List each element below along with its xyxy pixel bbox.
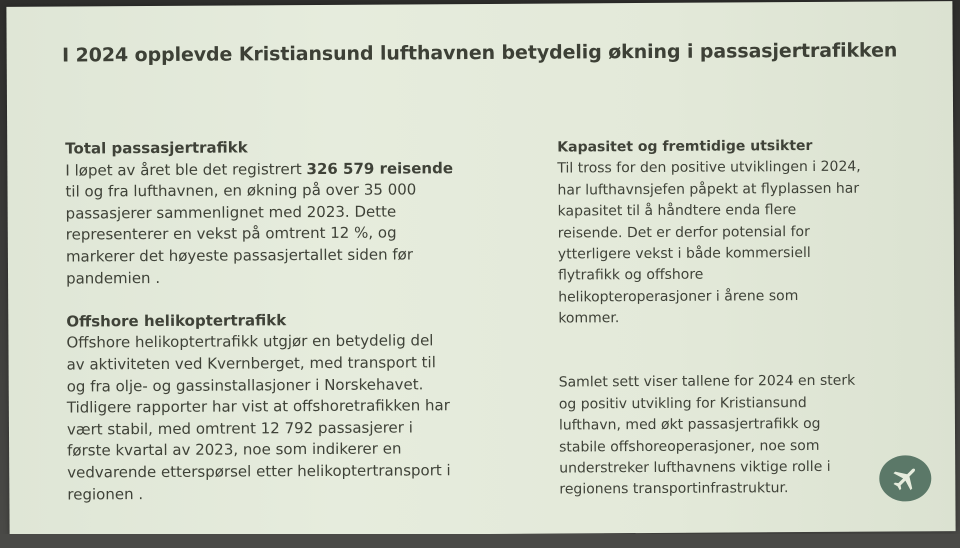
text-line: kommer. xyxy=(558,310,620,327)
paragraph-offshore xyxy=(66,330,467,505)
text-line: første kvartal av 2023, noe som indikerer en xyxy=(67,439,402,460)
text-line: flytrafikk og offshore xyxy=(557,267,704,284)
text-line: har lufthavnsjefen påpekt at flyplassen har xyxy=(557,180,860,199)
text-segment: I løpet av året ble det registrert xyxy=(65,159,307,180)
screen-bottom-edge xyxy=(0,534,960,548)
text-line: lufthavn, med økt passasjertrafikk og xyxy=(558,416,821,434)
text-line: helikopteroperasjoner i årene som xyxy=(558,287,799,306)
text-line: til og fra lufthavnen, en økning på over 35 000 xyxy=(65,180,417,201)
text-line: ytterligere vekst i både kommersiell xyxy=(557,245,811,263)
text-line: understreker lufthavnens viktige rolle i xyxy=(559,458,831,477)
text-line: stabile offshoreoperasjoner, noe som xyxy=(559,437,820,456)
text-line: og positiv utvikling for Kristiansund xyxy=(558,394,807,413)
left-column xyxy=(65,136,467,506)
text-line: markerer det høyeste passasjertallet siden før xyxy=(65,245,414,266)
text-line: vedvarende etterspørsel etter helikoptertransport i xyxy=(67,461,451,482)
spacer xyxy=(558,328,888,351)
section-heading-total-traffic: Total passasjertrafikk xyxy=(65,138,248,158)
slide-title: I 2024 opplevde Kristiansund lufthavnen betydelig økning i passasjertrafikken xyxy=(62,39,898,67)
text-line: Samlet sett viser tallene for 2024 en sterk xyxy=(558,373,856,391)
text-line: reisende. Det er derfor potensial for xyxy=(557,223,810,242)
paragraph-summary xyxy=(559,371,890,501)
right-column xyxy=(557,136,889,502)
paragraph-capacity xyxy=(557,157,888,330)
airplane-icon xyxy=(889,462,921,494)
highlight-passenger-count: 326 579 reisende xyxy=(306,158,454,178)
text-line: Tidligere rapporter har vist at offshoretrafikken har xyxy=(66,396,450,417)
text-line: og fra olje- og gassinstallasjoner i Norskehavet. xyxy=(66,374,424,396)
text-line: Offshore helikoptertrafikk utgjør en betydelig del xyxy=(66,331,434,352)
text-line: pandemien . xyxy=(65,268,161,288)
text-line: av aktiviteten ved Kvernberget, med transport til xyxy=(66,353,436,374)
text-line: regionen . xyxy=(67,484,144,504)
text-line: passasjerer sammenlignet med 2023. Dette xyxy=(65,202,397,223)
airplane-badge xyxy=(879,455,931,501)
text-line: representerer en vekst på omtrent 12 %, og xyxy=(65,223,397,244)
section-heading-offshore: Offshore helikoptertrafikk xyxy=(66,310,287,331)
paragraph-total-traffic xyxy=(65,158,466,290)
spacer xyxy=(66,287,466,311)
spacer xyxy=(559,350,889,373)
text-line: regionens transportinfrastruktur. xyxy=(559,480,789,498)
text-line: kapasitet til å håndtere enda flere xyxy=(557,202,797,220)
section-heading-capacity: Kapasitet og fremtidige utsikter xyxy=(557,137,813,156)
text-line: vært stabil, med omtrent 12 792 passasjerer i xyxy=(66,418,413,439)
text-line: Til tross for den positive utviklingen i 2024, xyxy=(557,159,861,177)
presentation-slide xyxy=(6,1,955,537)
text-line xyxy=(65,158,465,182)
